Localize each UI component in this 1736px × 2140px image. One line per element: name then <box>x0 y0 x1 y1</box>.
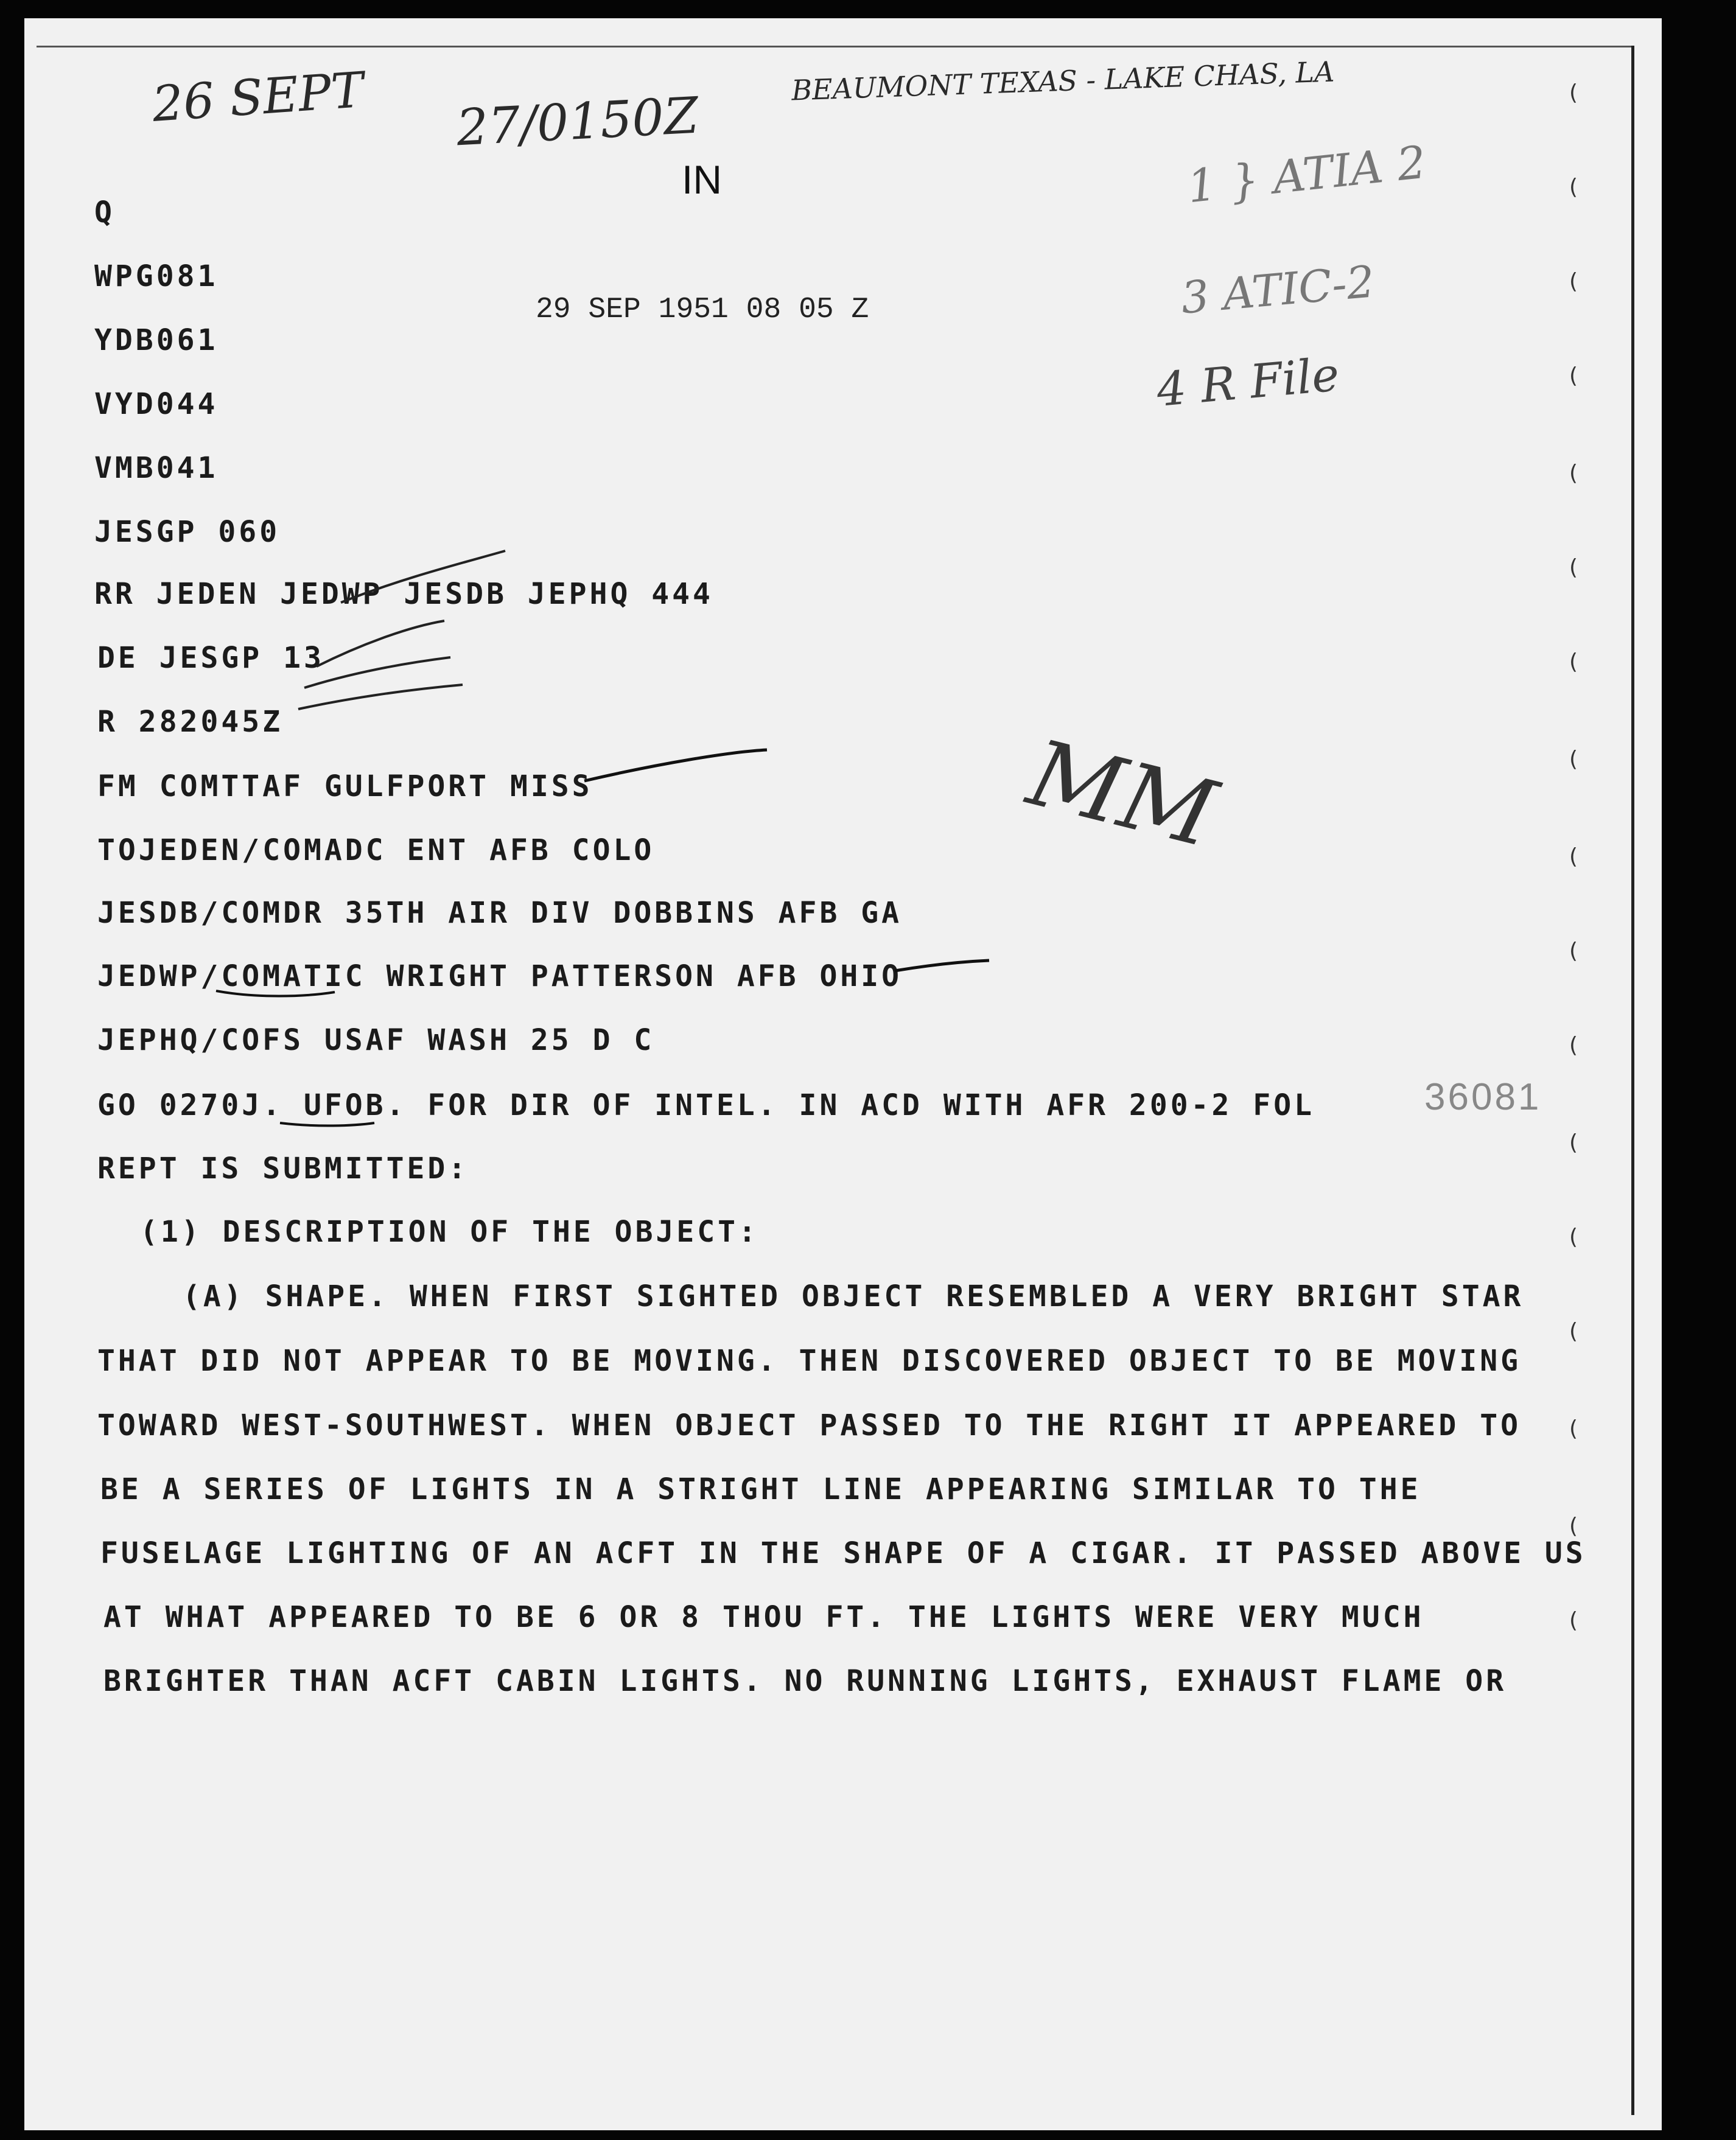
header-line: RR JEDEN JEDWP JESDB JEPHQ 444 <box>94 577 713 611</box>
body-line: AT WHAT APPEARED TO BE 6 OR 8 THOU FT. THE LIGHTS WERE VERY MUCH <box>103 1600 1424 1634</box>
margin-tick: ( <box>1569 80 1578 105</box>
file-number-stamp: 36081 <box>1424 1076 1542 1118</box>
header-line: DE JESGP 13 <box>97 641 324 675</box>
pen-stroke <box>341 551 505 603</box>
margin-tick: ( <box>1569 844 1578 869</box>
body-line: (A) SHAPE. WHEN FIRST SIGHTED OBJECT RESEMBLED A VERY BRIGHT STAR <box>183 1279 1524 1313</box>
handwritten-date: 26 SEPT <box>150 61 366 133</box>
body-line: TOWARD WEST-SOUTHWEST. WHEN OBJECT PASSED TO THE RIGHT IT APPEARED TO <box>97 1408 1521 1442</box>
margin-tick: ( <box>1569 461 1578 486</box>
body-line: GO 0270J. UFOB. FOR DIR OF INTEL. IN ACD WITH AFR 200-2 FOL <box>97 1088 1315 1122</box>
header-line: VYD044 <box>94 387 219 421</box>
in-stamp: IN <box>682 157 722 202</box>
header-line: TOJEDEN/COMADC ENT AFB COLO <box>97 833 655 867</box>
body-line: FUSELAGE LIGHTING OF AN ACFT IN THE SHAPE OF A CIGAR. IT PASSED ABOVE US <box>100 1536 1586 1570</box>
handwritten-initials: MM <box>1018 720 1226 869</box>
margin-tick: ( <box>1569 1514 1578 1539</box>
pen-stroke <box>298 685 463 709</box>
header-line: JEPHQ/COFS USAF WASH 25 D C <box>97 1023 655 1057</box>
margin-tick: ( <box>1569 1319 1578 1344</box>
body-line: THAT DID NOT APPEAR TO BE MOVING. THEN DISCOVERED OBJECT TO BE MOVING <box>97 1344 1521 1378</box>
pen-stroke <box>895 960 989 971</box>
header-line: YDB061 <box>94 323 219 357</box>
header-line: R 282045Z <box>97 705 284 739</box>
header-line: JESGP 060 <box>94 515 281 549</box>
body-line: BRIGHTER THAN ACFT CABIN LIGHTS. NO RUNNING LIGHTS, EXHAUST FLAME OR <box>103 1664 1507 1698</box>
header-line: JEDWP/COMATIC WRIGHT PATTERSON AFB OHIO <box>97 959 903 993</box>
margin-tick: ( <box>1569 1416 1578 1441</box>
margin-tick: ( <box>1569 939 1578 963</box>
margin-tick: ( <box>1569 1608 1578 1633</box>
body-line: REPT IS SUBMITTED: <box>97 1152 469 1186</box>
margin-tick: ( <box>1569 747 1578 772</box>
margin-tick: ( <box>1569 1130 1578 1155</box>
margin-tick: ( <box>1569 555 1578 580</box>
comatic-underline <box>216 991 335 996</box>
handwritten-routing-3: 3 ATIC-2 <box>1178 256 1377 324</box>
margin-tick: ( <box>1569 269 1578 294</box>
handwritten-routing-1-2: 1 } ATIA 2 <box>1185 136 1429 214</box>
body-line: (1) DESCRIPTION OF THE OBJECT: <box>140 1215 759 1249</box>
received-stamp: 29 SEP 1951 08 05 Z <box>536 293 869 326</box>
handwritten-location: BEAUMONT TEXAS - LAKE CHAS, LA <box>791 55 1335 107</box>
margin-tick: ( <box>1569 649 1578 674</box>
margin-tick: ( <box>1569 363 1578 388</box>
margin-tick: ( <box>1569 1225 1578 1250</box>
margin-tick: ( <box>1569 1033 1578 1058</box>
body-line: BE A SERIES OF LIGHTS IN A STRIGHT LINE APPEARING SIMILAR TO THE <box>100 1472 1421 1506</box>
header-line: JESDB/COMDR 35TH AIR DIV DOBBINS AFB GA <box>97 896 903 930</box>
margin-tick: ( <box>1569 175 1578 200</box>
pen-stroke <box>584 750 767 781</box>
handwritten-routing-4: 4 R File <box>1154 347 1342 417</box>
header-line: VMB041 <box>94 451 219 485</box>
handwritten-time: 27/0150Z <box>455 86 700 158</box>
header-line: FM COMTTAF GULFPORT MISS <box>97 769 593 803</box>
header-line: Q <box>94 195 115 229</box>
header-line: WPG081 <box>94 259 219 293</box>
ufob-underline <box>280 1123 374 1126</box>
